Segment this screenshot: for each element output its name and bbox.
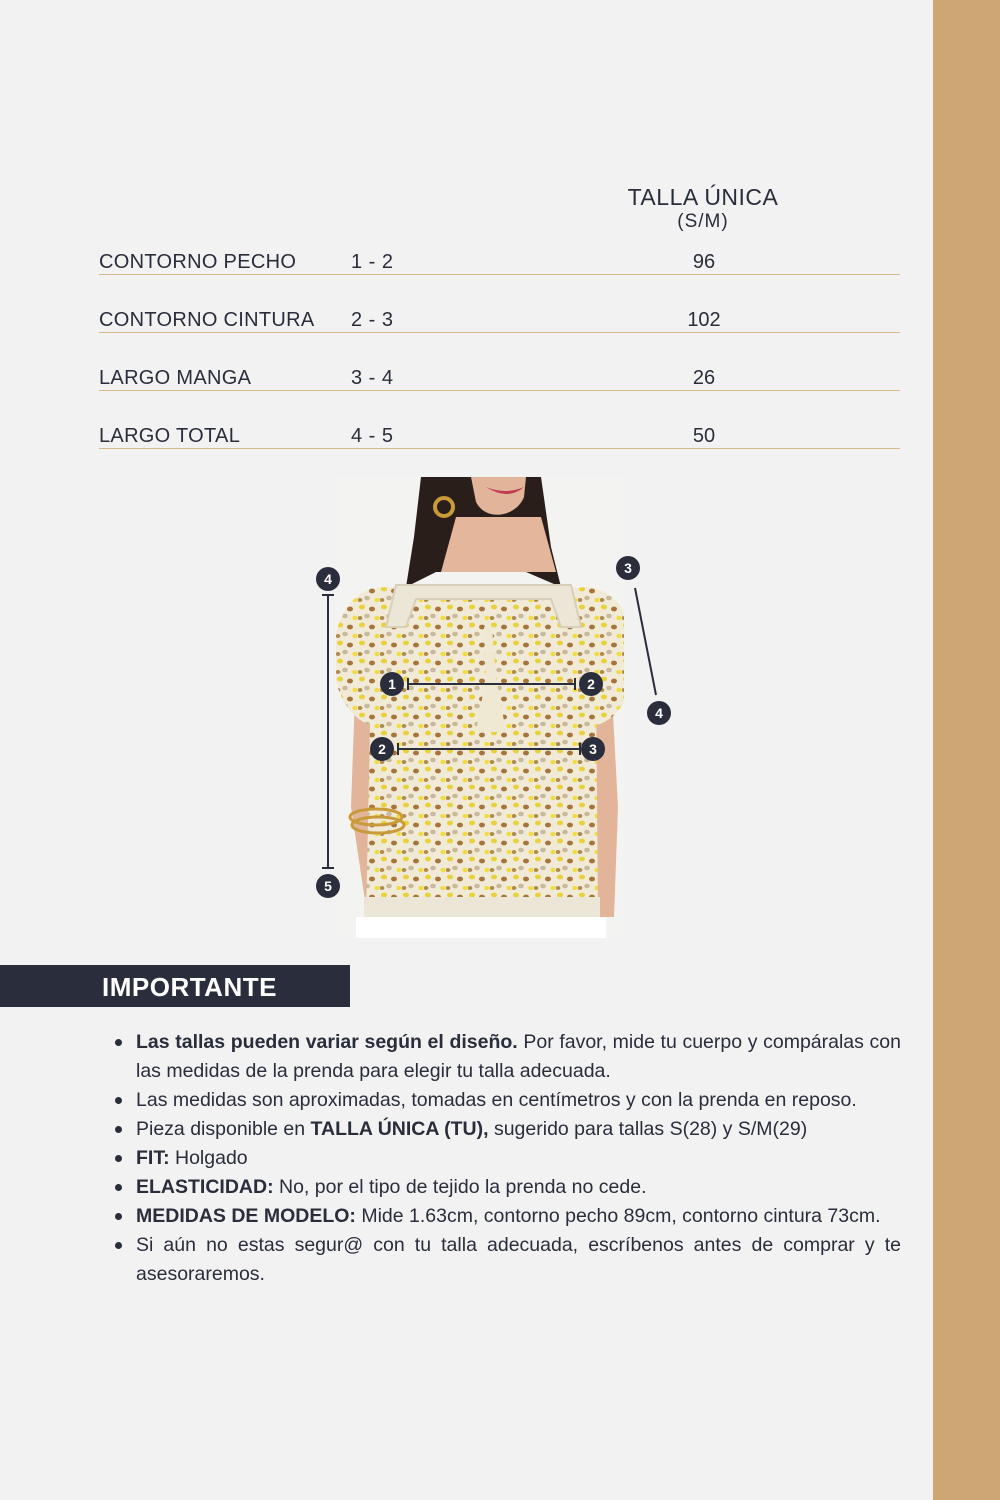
- important-notes-list: [110, 1028, 901, 1289]
- measurement-range: 4 - 5: [351, 425, 394, 447]
- measurement-row-length: [99, 418, 900, 449]
- measurement-row-sleeve: [99, 360, 900, 391]
- measurement-range: 1 - 2: [351, 251, 394, 273]
- size-subtitle: (S/M): [677, 211, 729, 232]
- measurement-label: LARGO TOTAL: [99, 425, 241, 447]
- note-item: Pieza disponible en TALLA ÚNICA (TU), sugerido para tallas S(28) y S/M(29): [110, 1115, 901, 1144]
- measurement-label: LARGO MANGA: [99, 367, 252, 389]
- marker-3-top: [616, 556, 640, 580]
- measurement-value: 102: [687, 309, 721, 331]
- size-title: TALLA ÚNICA: [627, 184, 779, 210]
- measurement-label: CONTORNO PECHO: [99, 251, 297, 273]
- marker-4-sleeve: [647, 701, 671, 725]
- important-banner: [0, 965, 350, 1007]
- sleeve-line: [635, 588, 656, 695]
- measurement-label: CONTORNO CINTURA: [99, 309, 315, 331]
- marker-4-top: [316, 567, 340, 591]
- measurement-overlay: [300, 550, 690, 910]
- svg-text:1: 1: [388, 676, 396, 692]
- size-header: [600, 183, 806, 233]
- measurement-value: 26: [692, 367, 716, 389]
- marker-5: [316, 874, 340, 898]
- measurement-value: 50: [692, 425, 716, 447]
- measurement-row-waist: [99, 302, 900, 333]
- svg-text:3: 3: [589, 741, 597, 757]
- svg-text:2: 2: [587, 676, 595, 692]
- svg-text:4: 4: [324, 571, 332, 587]
- marker-2-chest: [579, 672, 603, 696]
- marker-2-waist: [370, 737, 394, 761]
- important-title: IMPORTANTE: [102, 972, 277, 1002]
- marker-3-waist: [581, 737, 605, 761]
- note-item: Si aún no estas segur@ con tu talla adecuada, escríbenos antes de comprar y te asesoraremos.: [110, 1231, 901, 1289]
- note-item: FIT: Holgado: [110, 1144, 901, 1173]
- measurement-value: 96: [692, 251, 716, 273]
- marker-1: [380, 672, 404, 696]
- note-item: Las medidas son aproximadas, tomadas en centímetros y con la prenda en reposo.: [110, 1086, 901, 1115]
- svg-text:5: 5: [324, 878, 332, 894]
- svg-text:4: 4: [655, 705, 663, 721]
- measurement-range: 3 - 4: [351, 367, 394, 389]
- svg-text:2: 2: [378, 741, 386, 757]
- note-item: Las tallas pueden variar según el diseño. Por favor, mide tu cuerpo y compáralas con las medidas de la prenda para elegir tu talla adecuada.: [110, 1028, 901, 1086]
- accent-side-strip: [933, 0, 1000, 1500]
- measurement-row-chest: [99, 244, 900, 275]
- measurement-range: 2 - 3: [351, 309, 394, 331]
- svg-text:3: 3: [624, 560, 632, 576]
- note-item: ELASTICIDAD: No, por el tipo de tejido la prenda no cede.: [110, 1173, 901, 1202]
- note-item: MEDIDAS DE MODELO: Mide 1.63cm, contorno pecho 89cm, contorno cintura 73cm.: [110, 1202, 901, 1231]
